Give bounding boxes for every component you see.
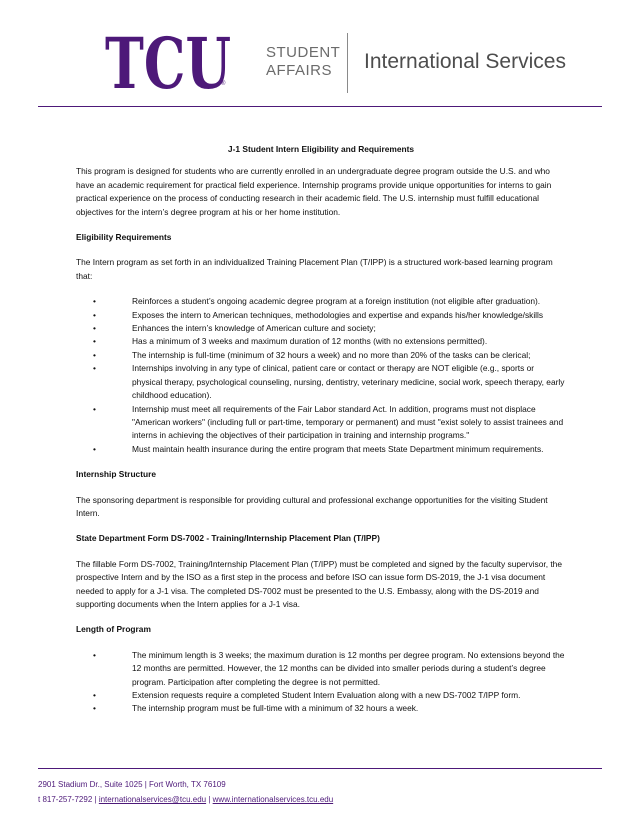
length-list <box>76 649 566 716</box>
tcu-logo <box>104 30 232 94</box>
section-paragraph: The Intern program as set forth in an individualized Training Placement Plan (T/IPP) is a structured work-based learning program that: <box>76 257 553 281</box>
section-paragraph: The sponsoring department is responsible for providing cultural and professional exchange opportunities for the visiting Student Intern. <box>76 494 548 518</box>
list-item-text: Internship must meet all requirements of the Fair Labor standard Act. In addition, programs must not displace "American workers" (including full or part-time, temporary or permanent) and must "exist solely to assist trainees and interns in achieving the objectives of their participation in training and internship programs." <box>132 403 564 441</box>
footer-phone: t 817-257-7292 <box>38 795 93 804</box>
bullet-icon: • <box>93 649 96 660</box>
header-rule <box>38 106 602 107</box>
bullet-icon: • <box>93 323 96 334</box>
footer-address: 2901 Stadium Dr., Suite 1025 | Fort Worth, TX 76109 <box>38 780 226 789</box>
footer-separator: | <box>208 795 211 804</box>
list-item <box>76 702 566 715</box>
list-item-text: Internships involving in any type of clinical, patient care or contact or therapy are NOT eligible (e.g., sports or physical therapy, psychological counseling, nursing, dentistry, veterinary medicine, social work, speech therapy, early childhood education). <box>132 363 565 401</box>
document-title: J-1 Student Intern Eligibility and Requirements <box>227 144 415 154</box>
student-affairs-line1: STUDENT <box>266 44 341 61</box>
list-item <box>76 689 566 702</box>
list-item <box>76 362 566 402</box>
list-item <box>76 335 566 348</box>
footer-rule <box>38 768 602 769</box>
section-paragraph: The fillable Form DS-7002, Training/Internship Placement Plan (T/IPP) must be completed and signed by the faculty supervisor, the prospective Intern and by the ISO as a first step in the process and before ISO can issue form DS-2019, the J-1 visa document needed to apply for a J-1 visa. The completed DS-7002 must be presented to the U.S. Embassy, along with the DS-2019 and supporting documents when the Intern applies for a J-1 visa. <box>76 558 562 609</box>
list-item-text: The minimum length is 3 weeks; the maximum duration is 12 months per degree program. No extensions beyond the 12 months are permitted. However, the 12 months can be divided into smaller periods during a student’s degree program. Participation after completing the degree is not permitted. <box>132 649 565 687</box>
registered-mark: ® <box>221 81 226 87</box>
header-divider <box>347 33 348 93</box>
bullet-icon: • <box>93 296 96 307</box>
list-item-text: Must maintain health insurance during the entire program that meets State Department minimum requirements. <box>132 443 544 454</box>
bullet-icon: • <box>93 703 96 714</box>
list-item-text: Exposes the intern to American techniques, methodologies and expertise and expands his/her knowledge/skills <box>132 309 544 320</box>
student-affairs-line2: AFFAIRS <box>266 62 333 79</box>
footer-separator: | <box>94 795 97 804</box>
page-header <box>0 0 640 108</box>
section-heading: Length of Program <box>76 624 151 635</box>
section-heading: Internship Structure <box>76 469 157 480</box>
bullet-icon: • <box>93 403 96 414</box>
page-footer <box>38 777 602 807</box>
footer-website-link[interactable]: www.internationalservices.tcu.edu <box>212 795 334 804</box>
tcu-logo-icon <box>104 30 232 94</box>
list-item-text: The internship program must be full-time with a minimum of 32 hours a week. <box>132 703 419 714</box>
bullet-icon: • <box>93 690 96 700</box>
list-item-text: Enhances the intern’s knowledge of American culture and society; <box>132 323 376 334</box>
list-item-text: The internship is full-time (minimum of 32 hours a week) and no more than 20% of the tasks can be clerical; <box>132 349 531 360</box>
list-item-text: Has a minimum of 3 weeks and maximum duration of 12 months (with no extensions permitted). <box>132 336 488 347</box>
footer-contact <box>38 792 602 807</box>
eligibility-list <box>76 295 566 456</box>
list-item <box>76 322 566 335</box>
document-body <box>76 143 566 728</box>
student-affairs-wordmark <box>266 44 340 80</box>
bullet-icon: • <box>93 443 96 454</box>
bullet-icon: • <box>93 336 96 347</box>
list-item <box>76 443 566 456</box>
section-heading: Eligibility Requirements <box>76 232 172 243</box>
list-item <box>76 295 566 308</box>
list-item <box>76 309 566 322</box>
tcu-logo-text: TCU <box>105 30 231 94</box>
list-item <box>76 403 566 443</box>
bullet-icon: • <box>93 349 96 360</box>
intro-paragraph: This program is designed for students who are currently enrolled in an undergraduate degree program outside the U.S. and who have an academic requirement for practical field experience. Internship programs provide unique opportunities for interns to gain practical experience on the process of conducting research in their academic field. The U.S. internship must fulfill educational objectives for the intern’s degree program at his or her home institution. <box>76 166 552 217</box>
list-item <box>76 349 566 362</box>
list-item-text: Reinforces a student’s ongoing academic degree program at a foreign institution (not eligible after graduation). <box>132 296 541 307</box>
bullet-icon: • <box>93 309 96 320</box>
section-heading: State Department Form DS-7002 - Training/Internship Placement Plan (T/IPP) <box>76 533 380 544</box>
department-name: International Services <box>364 50 566 73</box>
footer-email-link[interactable]: internationalservices@tcu.edu <box>98 795 207 804</box>
bullet-icon: • <box>93 363 96 374</box>
list-item-text: Extension requests require a completed Student Intern Evaluation along with a new DS-7002 T/IPP form. <box>132 690 521 700</box>
list-item <box>76 649 566 689</box>
